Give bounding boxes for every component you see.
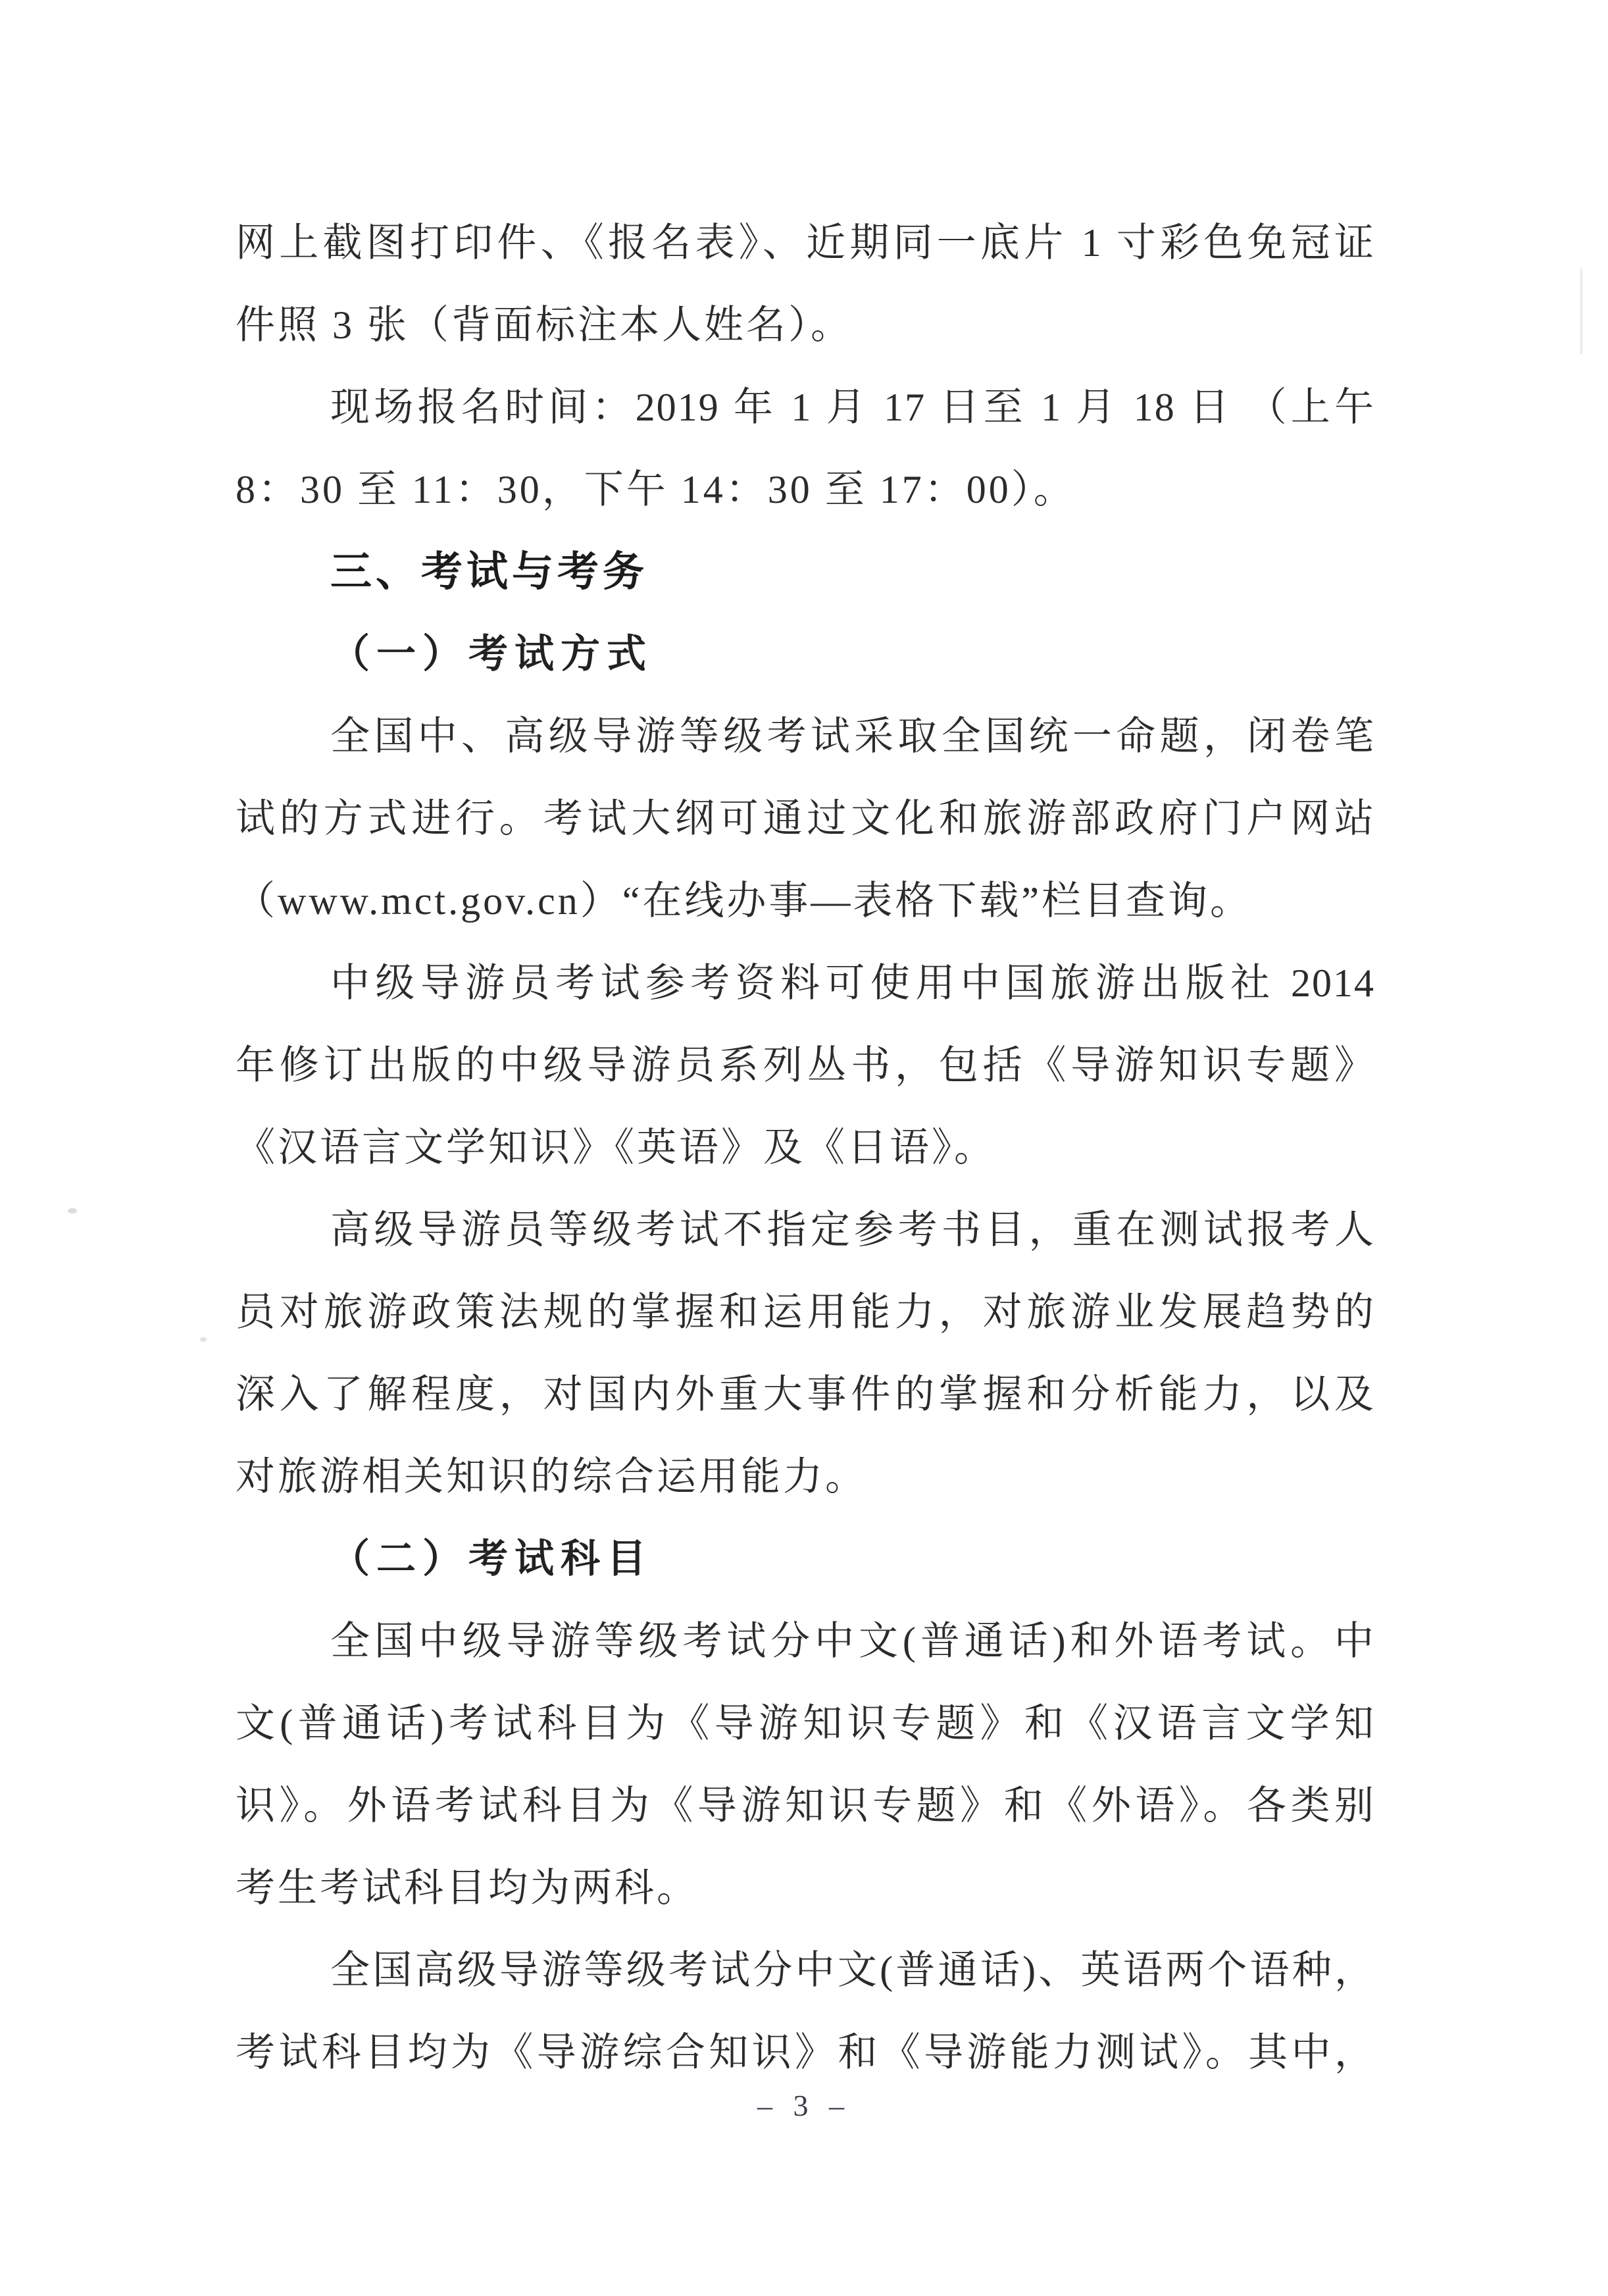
subsection-heading: （一）考试方式: [330, 632, 653, 676]
paragraph-line: 全国高级导游等级考试分中文(普通话)、英语两个语种，: [330, 1949, 1375, 1992]
paragraph-line: 年修订出版的中级导游员系列丛书，包括《导游知识专题》: [236, 1044, 1375, 1087]
paragraph-line: 网上截图打印件、《报名表》、近期同一底片 1 寸彩色免冠证: [236, 221, 1375, 265]
scan-speck: [200, 1337, 207, 1342]
scan-streak: [1580, 268, 1582, 354]
paragraph-line: 全国中级导游等级考试分中文(普通话)和外语考试。中: [330, 1620, 1375, 1663]
paragraph-line: 试的方式进行。考试大纲可通过文化和旅游部政府门户网站: [236, 797, 1375, 840]
paragraph-line: （www.mct.gov.cn）“在线办事—表格下载”栏目查询。: [236, 879, 1253, 923]
document-body: [236, 202, 1375, 2094]
paragraph-line: 件照 3 张（背面标注本人姓名）。: [236, 303, 853, 347]
paragraph-line: 考生考试科目均为两科。: [236, 1866, 699, 1910]
paragraph-line: 8：30 至 11：30，下午 14：30 至 17：00）。: [236, 468, 1076, 511]
paragraph-line: 员对旅游政策法规的掌握和运用能力，对旅游业发展趋势的: [236, 1290, 1375, 1334]
paragraph-line: 深入了解程度，对国内外重大事件的掌握和分析能力，以及: [236, 1373, 1375, 1416]
paragraph-line: 对旅游相关知识的综合运用能力。: [236, 1455, 867, 1498]
paragraph-line: 中级导游员考试参考资料可使用中国旅游出版社 2014: [330, 961, 1375, 1005]
paragraph-line: 考试科目均为《导游综合知识》和《导游能力测试》。其中，: [236, 2031, 1375, 2074]
paragraph-line: 识》。外语考试科目为《导游知识专题》和《外语》。各类别: [236, 1784, 1375, 1827]
section-heading: 三、考试与考务: [330, 549, 648, 595]
paragraph-line: 全国中、高级导游等级考试采取全国统一命题，闭卷笔: [330, 715, 1375, 758]
page-number: – 3 –: [757, 2089, 851, 2122]
subsection-heading: （二）考试科目: [330, 1537, 653, 1581]
paragraph-line: 文(普通话)考试科目为《导游知识专题》和《汉语言文学知: [236, 1702, 1375, 1745]
paragraph-line: 《汉语言文学知识》《英语》及《日语》。: [236, 1126, 996, 1169]
paragraph-line: 现场报名时间：2019 年 1 月 17 日至 1 月 18 日 （上午: [330, 386, 1375, 429]
scan-speck: [68, 1208, 77, 1213]
paragraph-line: 高级导游员等级考试不指定参考书目，重在测试报考人: [330, 1208, 1375, 1252]
